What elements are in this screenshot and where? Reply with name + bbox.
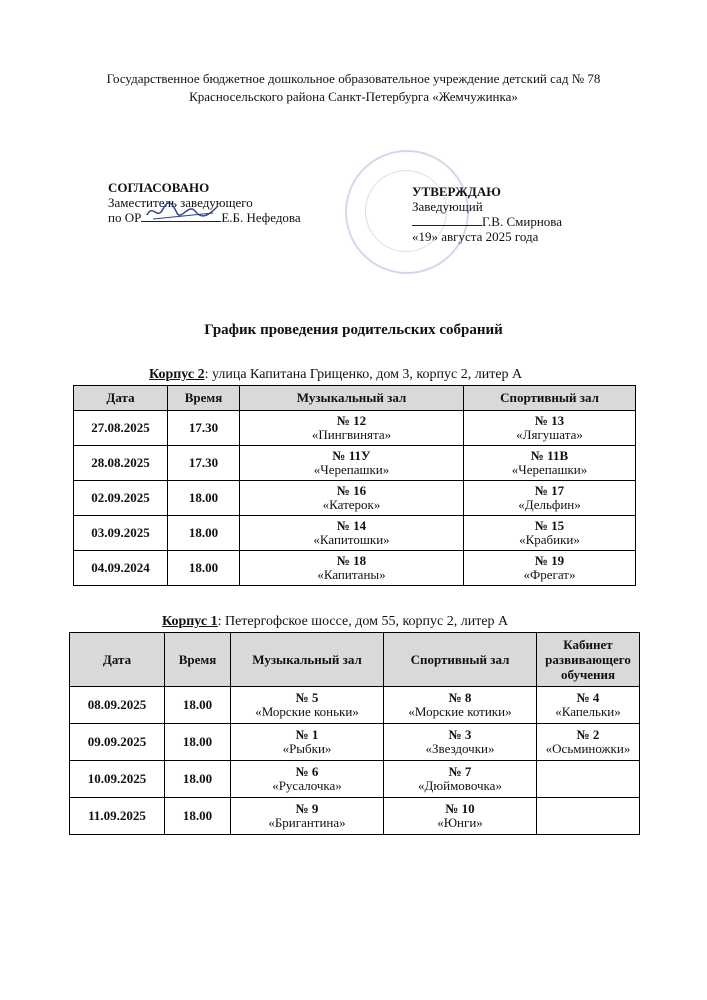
cell-time: 18.00 <box>168 481 240 516</box>
group-number: № 14 <box>336 518 367 533</box>
cell-music <box>240 551 464 586</box>
document-title: График проведения родительских собраний <box>204 322 503 338</box>
group-name: «Дюймовочка» <box>418 778 502 793</box>
group-name: «Юнги» <box>437 815 483 830</box>
group-number: № 11В <box>530 448 569 463</box>
col-header-sport: Спортивный зал <box>464 386 636 411</box>
cell-date: 10.09.2025 <box>70 761 165 798</box>
approval-right <box>412 184 612 244</box>
group-number: № 5 <box>295 690 319 705</box>
group-name: «Капитошки» <box>313 532 390 547</box>
cell-time: 18.00 <box>165 687 231 724</box>
table-row <box>74 446 636 481</box>
group-name: «Осьминожки» <box>545 741 631 756</box>
cell-date: 08.09.2025 <box>70 687 165 724</box>
group-name: «Морские коньки» <box>255 704 359 719</box>
cell-sport <box>464 516 636 551</box>
group-name: «Капельки» <box>555 704 621 719</box>
table-row <box>70 798 640 835</box>
group-number: № 9 <box>295 801 319 816</box>
cell-time: 18.00 <box>165 724 231 761</box>
group-name: «Черепашки» <box>313 462 390 477</box>
corpus-1-label: Корпус 1 <box>162 614 218 629</box>
cell-sport <box>464 551 636 586</box>
cell-sport <box>384 724 537 761</box>
group-number: № 13 <box>534 413 565 428</box>
approval-left <box>108 180 348 225</box>
cell-time: 18.00 <box>168 516 240 551</box>
corpus-1-table <box>69 632 640 835</box>
cell-sport <box>464 446 636 481</box>
group-name: «Бригантина» <box>268 815 346 830</box>
group-name: «Пингвинята» <box>311 427 392 442</box>
table-row <box>74 481 636 516</box>
group-number: № 6 <box>295 764 319 779</box>
group-number: № 15 <box>534 518 565 533</box>
group-name: «Русалочка» <box>272 778 342 793</box>
cell-time: 18.00 <box>168 551 240 586</box>
group-number: № 7 <box>448 764 472 779</box>
approval-right-sign-line <box>412 214 612 229</box>
approval-left-sign-line <box>108 210 348 225</box>
cell-music <box>231 798 384 835</box>
group-number: № 16 <box>336 483 367 498</box>
group-number: № 1 <box>295 727 319 742</box>
corpus-2-address: : улица Капитана Грищенко, дом 3, корпус 2, литер А <box>204 367 523 382</box>
group-number: № 3 <box>448 727 472 742</box>
cell-music <box>240 411 464 446</box>
table-row <box>70 724 640 761</box>
col-header-sport: Спортивный зал <box>384 633 537 687</box>
cell-time: 17.30 <box>168 446 240 481</box>
cell-time: 18.00 <box>165 761 231 798</box>
approval-left-prefix: по ОР <box>108 210 142 225</box>
cell-cabinet <box>537 724 640 761</box>
cell-sport <box>384 798 537 835</box>
cell-sport <box>464 411 636 446</box>
table-row <box>70 761 640 798</box>
cell-music <box>231 687 384 724</box>
cell-time: 17.30 <box>168 411 240 446</box>
group-number: № 2 <box>576 727 600 742</box>
col-header-cabinet: Кабинет развивающего обучения <box>537 633 640 687</box>
cell-date: 27.08.2025 <box>74 411 168 446</box>
org-name-line-1: Государственное бюджетное дошкольное образовательное учреждение детский сад № 78 <box>106 71 601 86</box>
cell-date: 04.09.2024 <box>74 551 168 586</box>
table-row <box>74 411 636 446</box>
group-number: № 11У <box>332 448 371 463</box>
cell-date: 03.09.2025 <box>74 516 168 551</box>
group-number: № 4 <box>576 690 600 705</box>
col-header-time: Время <box>168 386 240 411</box>
table-row <box>70 687 640 724</box>
approval-right-title: УТВЕРЖДАЮ <box>412 184 501 199</box>
cell-date: 11.09.2025 <box>70 798 165 835</box>
cell-cabinet <box>537 761 640 798</box>
corpus-2-heading <box>149 366 522 384</box>
group-name: «Фрегат» <box>523 567 576 582</box>
group-name: «Дельфин» <box>518 497 581 512</box>
cell-music <box>231 724 384 761</box>
group-number: № 19 <box>534 553 565 568</box>
group-name: «Рыбки» <box>282 741 332 756</box>
cell-music <box>240 481 464 516</box>
cell-sport <box>464 481 636 516</box>
approval-left-position: Заместитель заведующего <box>108 195 253 210</box>
corpus-1-address: : Петергофское шоссе, дом 55, корпус 2, литер А <box>217 614 509 629</box>
corpus-2-label: Корпус 2 <box>149 367 205 382</box>
signature-right-icon <box>412 215 482 226</box>
org-name-line-2: Красносельского района Санкт-Петербурга «Жемчужинка» <box>189 89 518 104</box>
signature-left-icon <box>141 211 221 222</box>
cell-music <box>240 516 464 551</box>
group-name: «Звездочки» <box>425 741 495 756</box>
cell-sport <box>384 761 537 798</box>
group-name: «Крабики» <box>519 532 580 547</box>
cell-date: 02.09.2025 <box>74 481 168 516</box>
group-number: № 10 <box>445 801 475 816</box>
cell-time: 18.00 <box>165 798 231 835</box>
cell-music <box>240 446 464 481</box>
corpus-2-table <box>73 385 636 586</box>
approval-right-date: «19» августа 2025 года <box>412 229 539 244</box>
table-header-row <box>70 633 640 687</box>
group-number: № 12 <box>336 413 367 428</box>
cell-cabinet <box>537 798 640 835</box>
group-number: № 17 <box>534 483 565 498</box>
group-number: № 18 <box>336 553 367 568</box>
cell-sport <box>384 687 537 724</box>
cell-music <box>231 761 384 798</box>
cell-date: 28.08.2025 <box>74 446 168 481</box>
group-number: № 8 <box>448 690 472 705</box>
col-header-time: Время <box>165 633 231 687</box>
table-row <box>74 516 636 551</box>
approval-right-position: Заведующий <box>412 199 483 214</box>
group-name: «Катерок» <box>322 497 381 512</box>
group-name: «Лягушата» <box>516 427 583 442</box>
approval-left-name: Е.Б. Нефедова <box>221 210 301 225</box>
table-header-row <box>74 386 636 411</box>
col-header-music: Музыкальный зал <box>240 386 464 411</box>
group-name: «Черепашки» <box>511 462 588 477</box>
table-row <box>74 551 636 586</box>
col-header-music: Музыкальный зал <box>231 633 384 687</box>
col-header-date: Дата <box>74 386 168 411</box>
group-name: «Капитаны» <box>317 567 386 582</box>
corpus-1-heading <box>162 613 508 631</box>
approval-left-title: СОГЛАСОВАНО <box>108 180 210 195</box>
cell-cabinet <box>537 687 640 724</box>
cell-date: 09.09.2025 <box>70 724 165 761</box>
group-name: «Морские котики» <box>408 704 512 719</box>
approval-right-name: Г.В. Смирнова <box>482 214 563 229</box>
col-header-date: Дата <box>70 633 165 687</box>
